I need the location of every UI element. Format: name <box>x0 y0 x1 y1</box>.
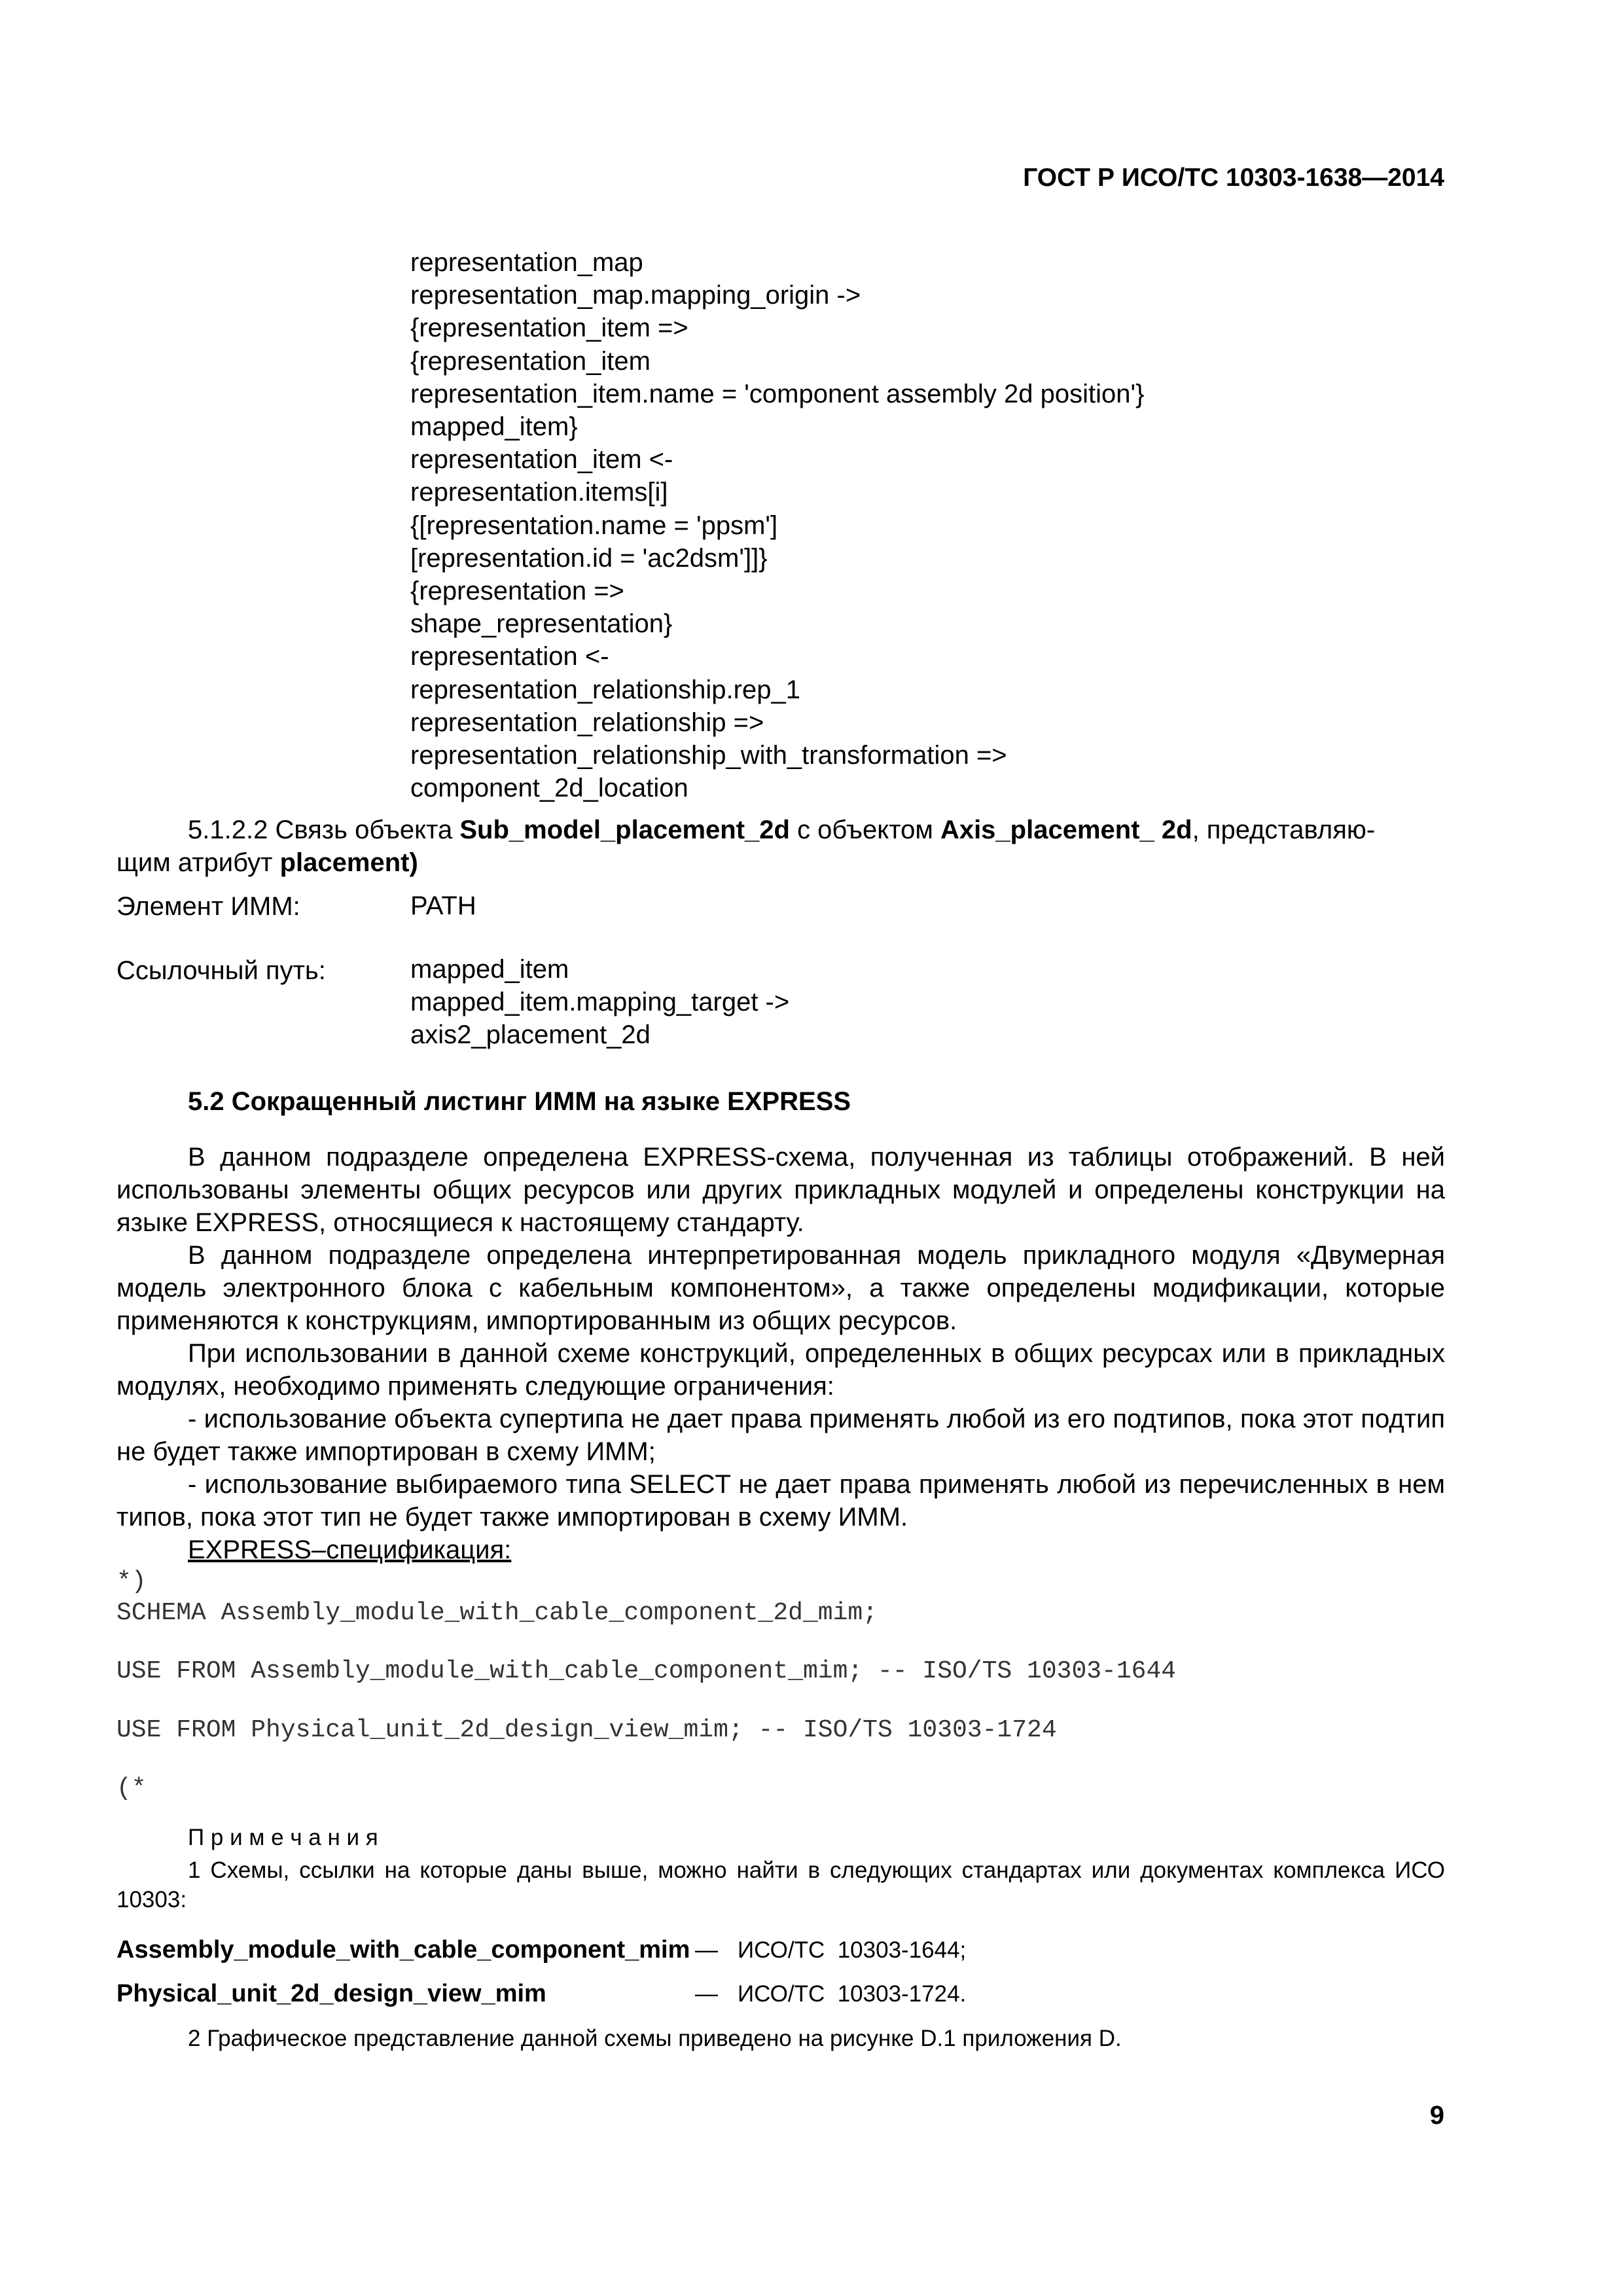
mapping-path-line: {representation_item => <box>410 314 688 343</box>
code-use-from-2: USE FROM Physical_unit_2d_design_view_mim; -- ISO/TS 10303-1724 <box>116 1716 1057 1744</box>
entity-axis-placement: Axis_placement_ 2d <box>940 816 1192 844</box>
section-5-1-2-2 <box>116 814 1445 846</box>
code-comment-close: *) <box>116 1568 147 1596</box>
note-1: 1 Схемы, ссылки на которые даны выше, можно найти в следующих стандартах или документах комплекса ИСО 10303: <box>116 1857 1445 1912</box>
ref-dash-2: — <box>695 1981 718 2007</box>
mapping-path-line: representation.items[i] <box>410 478 668 507</box>
mapping-path-line: shape_representation} <box>410 609 673 639</box>
notes-heading: П р и м е ч а н и я <box>188 1825 378 1850</box>
page-number: 9 <box>1429 2101 1444 2130</box>
section-5-1-2-2-prefix: 5.1.2.2 Связь объекта <box>188 816 460 844</box>
section-5-1-2-2-mid: с объектом <box>789 816 940 844</box>
section-5-2-para2: В данном подразделе определена интерпретированная модель прикладного модуля «Двумерная модель электронного блока с кабельным компонентом», а также определены модификации, которые применяются к конструкциям, импортированным из общих ресурсов. <box>116 1241 1445 1335</box>
mapping-path-line: representation_relationship_with_transformation => <box>410 741 1007 770</box>
imm-element-value: PATH <box>410 891 476 920</box>
mapping-path-line: mapped_item} <box>410 412 578 442</box>
reference-path-line: mapped_item <box>410 955 569 984</box>
mapping-path-line: [representation.id = 'ac2dsm']]} <box>410 543 768 573</box>
imm-element-label: Элемент ИММ: <box>116 892 300 921</box>
mapping-path-line: representation_map.mapping_origin -> <box>410 281 861 310</box>
restriction-bullet-2: - использование выбираемого типа SELECT не дает права применять любой из перечисленных в нем типов, пока этот тип не будет также импортирован в схему ИММ. <box>116 1470 1445 1532</box>
section-5-2-para1: В данном подразделе определена EXPRESS-схема, полученная из таблицы отображений. В ней использованы элементы общих ресурсов или других прикладных модулей и определены конструкции на языке EXPRESS, относящиеся к настоящему стандарту. <box>116 1143 1445 1237</box>
ref-doc-1: ИСО/ТС 10303-1644; <box>738 1937 967 1963</box>
ref-doc-2: ИСО/ТС 10303-1724. <box>738 1981 967 2007</box>
mapping-path-line: {representation => <box>410 577 624 606</box>
section-5-1-2-2-line2-prefix: щим атрибут <box>116 848 280 877</box>
mapping-path-block <box>410 246 1144 804</box>
reference-path-lines <box>410 953 789 1051</box>
ref-schema-name-2: Physical_unit_2d_design_view_mim <box>116 1980 546 2007</box>
ref-dash-1: — <box>695 1937 718 1963</box>
mapping-path-line: representation_item <- <box>410 445 673 475</box>
note-2: 2 Графическое представление данной схемы приведено на рисунке D.1 приложения D. <box>188 2026 1122 2051</box>
ref-schema-name-1: Assembly_module_with_cable_component_mim <box>116 1936 690 1964</box>
attribute-placement: placement) <box>279 848 418 877</box>
reference-path-line: mapped_item.mapping_target -> <box>410 988 790 1016</box>
mapping-path-line: representation_relationship.rep_1 <box>410 675 800 704</box>
mapping-path-line: {representation_item <box>410 346 651 376</box>
document-code-header: ГОСТ Р ИСО/ТС 10303-1638—2014 <box>1023 164 1444 192</box>
mapping-path-line: representation_relationship => <box>410 708 764 737</box>
code-comment-open: (* <box>116 1774 147 1803</box>
mapping-path-line: component_2d_location <box>410 774 688 803</box>
section-5-2-heading: 5.2 Сокращенный листинг ИММ на языке EXPRESS <box>188 1087 851 1116</box>
code-use-from-1: USE FROM Assembly_module_with_cable_component_mim; -- ISO/TS 10303-1644 <box>116 1657 1177 1685</box>
reference-path-line: axis2_placement_2d <box>410 1020 651 1049</box>
section-5-2-para3: При использовании в данной схеме конструкций, определенных в общих ресурсах или в прикладных модулях, необходимо применять следующие ограничения: <box>116 1339 1445 1401</box>
mapping-path-line: representation <- <box>410 642 609 672</box>
mapping-path-line: representation_item.name = 'component assembly 2d position'} <box>410 379 1145 408</box>
reference-path-label: Ссылочный путь: <box>116 956 326 985</box>
mapping-path-line: {[representation.name = 'ppsm'] <box>410 511 778 540</box>
entity-sub-model-placement: Sub_model_placement_2d <box>459 816 790 844</box>
section-5-1-2-2-line2 <box>116 846 1445 879</box>
express-spec-label-line <box>116 1534 1445 1566</box>
mapping-path-line: representation_map <box>410 248 643 277</box>
code-schema-line: SCHEMA Assembly_module_with_cable_component_2d_mim; <box>116 1599 878 1627</box>
express-spec-label: EXPRESS–спецификация: <box>188 1535 512 1564</box>
restriction-bullet-1: - использование объекта супертипа не дает права применять любой из его подтипов, пока этот подтип не будет также импортирован в схему ИММ; <box>116 1405 1445 1466</box>
section-5-1-2-2-suffix: , представляю- <box>1192 816 1376 844</box>
